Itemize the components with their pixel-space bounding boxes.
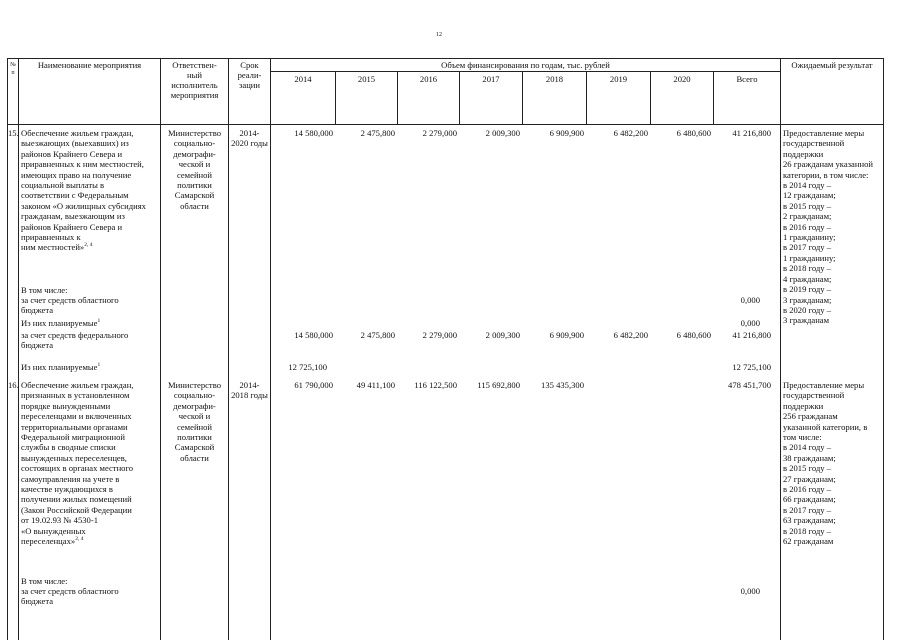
federal-value-2018: 6 909,900: [549, 330, 584, 340]
federal-value-2016: 2 279,000: [422, 330, 457, 340]
header-name: Наименование мероприятия: [37, 60, 142, 70]
header-executor: Ответствен- ный исполнитель мероприятия: [170, 60, 219, 100]
planned-total: 0,000: [740, 318, 760, 328]
col-border: [883, 58, 884, 640]
header-year-total: Всего: [736, 74, 758, 84]
value-2014: 14 580,000: [294, 128, 333, 138]
value-2017: 2 009,300: [485, 128, 520, 138]
value-2014: 61 790,000: [294, 380, 333, 390]
header-num: № п: [10, 62, 16, 76]
col-border: [7, 58, 8, 640]
header-year-2016: 2016: [419, 74, 438, 84]
header-year-2019: 2019: [609, 74, 628, 84]
value-2019: 6 482,200: [613, 128, 648, 138]
regional-budget-total: 0,000: [740, 295, 760, 305]
page-number: 12: [436, 32, 442, 38]
row-number: 15.: [8, 128, 19, 138]
implementation-term: 2014- 2020 годы: [231, 128, 268, 149]
federal-value-2017: 2 009,300: [485, 330, 520, 340]
header-financing: Объем финансирования по годам, тыс. рублей: [441, 60, 610, 70]
header-year-2015: 2015: [357, 74, 376, 84]
footnote-marker: 2, 4: [75, 536, 84, 543]
header-year-2018: 2018: [545, 74, 564, 84]
measure-name: Обеспечение жильем граждан, признанных в установленном порядке вынужденными переселенцами и включенных территориальными органами Федеральной миграционной службы в сводные списки вынужденных переселенцев, состоящих в органах местного самоуправления на учете в качестве нуждающихся в получении жилых помещений (Закон Российской Федерации от 19.02.93 № 4530-1 «О вынужденных переселенцах»$^{2, 4}$: [21, 380, 134, 547]
value-total: 41 216,800: [732, 128, 771, 138]
planned-value-2014: 12 725,100: [288, 362, 327, 372]
responsible-executor: Министерство социально- демографи- ческой и семейной политики Самарской области: [168, 128, 221, 211]
federal-value-total: 41 216,800: [732, 330, 771, 340]
value-2016: 116 122,500: [414, 380, 457, 390]
expected-result: Предоставление меры государственной поддержки 26 гражданам указанной категории, в том числе: в 2014 году – 12 гражданам; в 2015 году – 2 гражданам; в 2016 году – 1 гражданину; в 2017 году – 1 гражданину; в 2018 году – 4 гражданам; в 2019 году – 3 гражданам; в 2020 году – 3 гражданам: [783, 128, 873, 326]
value-2015: 2 475,800: [360, 128, 395, 138]
regional-budget-total: 0,000: [740, 586, 760, 596]
header-term: Срок реали- зации: [237, 60, 262, 90]
col-border: [18, 58, 19, 640]
col-border: [780, 58, 781, 640]
federal-value-2014: 14 580,000: [294, 330, 333, 340]
value-2016: 2 279,000: [422, 128, 457, 138]
regional-budget-label: за счет средств областного бюджета: [21, 586, 119, 607]
table-top-border: [7, 58, 883, 59]
header-result: Ожидаемый результат: [791, 60, 873, 70]
header-bottom-border: [7, 124, 883, 125]
planned-value-total: 12 725,100: [732, 362, 771, 372]
footnote-marker: 2, 4: [84, 242, 93, 249]
header-year-2014: 2014: [294, 74, 312, 84]
implementation-term: 2014- 2018 годы: [231, 380, 268, 401]
federal-value-2015: 2 475,800: [360, 330, 395, 340]
regional-budget-label: за счет средств областного бюджета: [21, 295, 119, 316]
including-label: В том числе:: [21, 576, 68, 586]
value-total: 478 451,700: [728, 380, 771, 390]
including-label: В том числе:: [21, 285, 68, 295]
years-row-border: [270, 71, 780, 72]
measure-name: Обеспечение жильем граждан, выезжающих (выехавших) из районов Крайнего Севера и приравненных к ним местностей, имеющих право на получение социальной выплаты в соответствии с Федеральным законом «О жилищных субсидиях гражданам, выезжающим из районов Крайнего Севера и приравненных к ним местностей»$^{2, 4}$: [21, 128, 146, 253]
header-year-2020: 2020: [673, 74, 691, 84]
responsible-executor: Министерство социально- демографи- ческой и семейной политики Самарской области: [168, 380, 221, 463]
value-2017: 115 692,800: [477, 380, 520, 390]
value-2015: 49 411,100: [356, 380, 395, 390]
federal-value-2020: 6 480,600: [676, 330, 711, 340]
value-2018: 6 909,900: [549, 128, 584, 138]
federal-value-2019: 6 482,200: [613, 330, 648, 340]
col-border: [270, 58, 271, 640]
federal-budget-label: за счет средств федерального бюджета: [21, 330, 129, 351]
planned-label: Из них планируемые$^1$: [21, 362, 101, 372]
row-number: 16.: [8, 380, 19, 390]
planned-label: Из них планируемые$^1$: [21, 318, 101, 328]
header-year-2017: 2017: [482, 74, 500, 84]
expected-result: Предоставление меры государственной поддержки 256 гражданам указанной категории, в том числе: в 2014 году – 38 гражданам; в 2015 году – 27 гражданам; в 2016 году – 66 гражданам; в 2017 году – 63 гражданам; в 2018 году – 62 гражданам: [783, 380, 868, 547]
value-2020: 6 480,600: [676, 128, 711, 138]
value-2018: 135 435,300: [541, 380, 584, 390]
